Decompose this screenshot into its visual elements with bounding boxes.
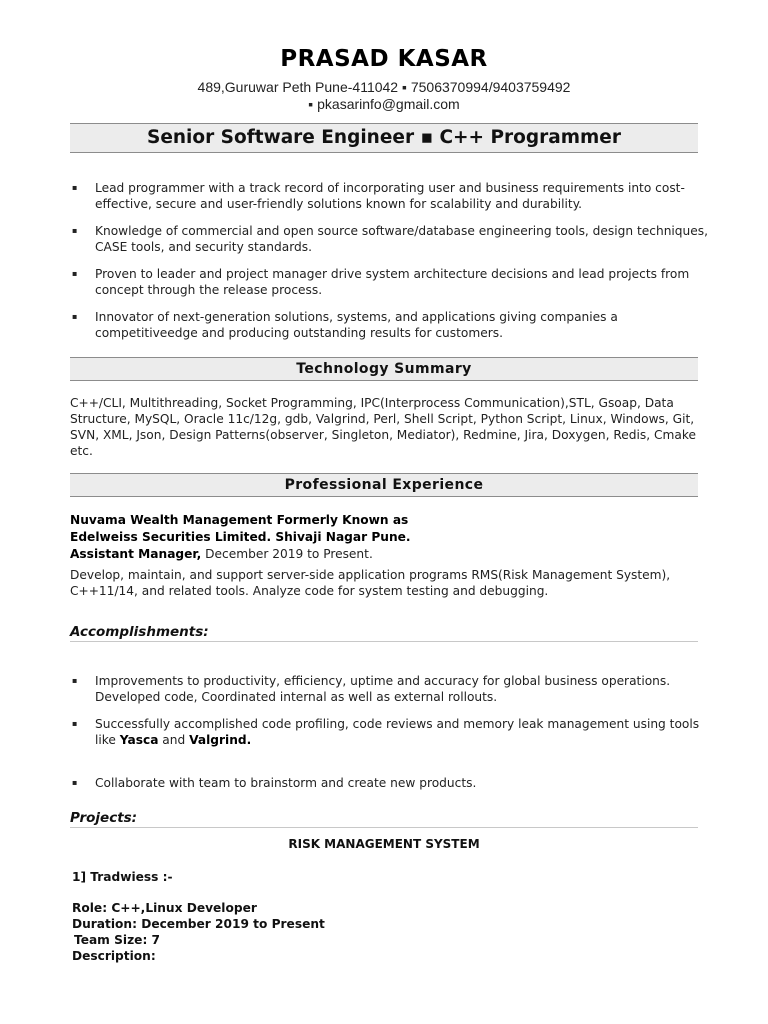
contact-email: ▪ pkasarinfo@gmail.com (308, 96, 460, 112)
projects-heading: Projects: (70, 810, 698, 828)
company-name-line2: Edelweiss Securities Limited. Shivaji Nagar Pune. (70, 530, 411, 544)
candidate-name: PRASAD KASAR (280, 46, 488, 72)
project-role: Role: C++,Linux Developer (72, 901, 257, 915)
bullet-marker: ▪ (72, 269, 78, 278)
title-band: Senior Software Engineer ▪ C++ Programmer (70, 123, 698, 153)
accomplishment-item: ▪ Successfully accomplished code profiling, code reviews and memory leak management using tools like Yasca and Valgrind. (72, 717, 700, 747)
summary-item: ▪ Innovator of next-generation solutions, systems, and applications giving companies a competitiveedge and producing outstanding results for customers. (72, 310, 618, 340)
bullet-marker: ▪ (72, 778, 78, 787)
summary-list (70, 180, 710, 341)
job-period: December 2019 to Present. (201, 547, 373, 561)
section-heading-technology: Technology Summary (70, 357, 698, 381)
company-name-line1: Nuvama Wealth Management Formerly Known as (70, 513, 409, 527)
accomplishment-item: ▪ Collaborate with team to brainstorm and create new products. (72, 776, 477, 790)
project-name: 1] Tradwiess :- (72, 870, 173, 884)
bullet-marker: ▪ (72, 183, 78, 192)
project-description-label: Description: (72, 949, 156, 963)
technology-summary-text: C++/CLI, Multithreading, Socket Programming, IPC(Interprocess Communication),STL, Gsoap, Data Structure, MySQL, Oracle 11c/12g, gdb, Valgrind, Perl, Shell Script, Python Script, Linux, Windows, Git, SVN, XML, Json, Design Patterns(observer, Singleton, Mediator), Redmine, Jira, Doxygen, Redis, Cmake etc. (70, 396, 696, 458)
accomplishments-list (70, 673, 710, 791)
project-team-size: Team Size: 7 (74, 933, 161, 947)
tool-yasca: Yasca (119, 733, 159, 747)
summary-item: ▪ Lead programmer with a track record of incorporating user and business requirements into cost-effective, secure and user-friendly solutions known for scalability and durability. (72, 181, 685, 211)
job-description: Develop, maintain, and support server-side application programs RMS(Risk Management System), C++11/14, and related tools. Analyze code for system testing and debugging. (70, 568, 671, 598)
summary-item: ▪ Knowledge of commercial and open source software/database engineering tools, design techniques, CASE tools, and security standards. (72, 224, 708, 254)
accomplishments-heading: Accomplishments: (70, 624, 698, 642)
bullet-marker: ▪ (72, 719, 78, 728)
accomplishment-item: ▪ Improvements to productivity, efficiency, uptime and accuracy for global business operations. Developed code, Coordinated internal as well as external rollouts. (72, 674, 671, 704)
bullet-marker: ▪ (72, 312, 78, 321)
job-role-line (70, 546, 705, 562)
bullet-marker: ▪ (72, 226, 78, 235)
job-role: Assistant Manager, (70, 547, 202, 561)
section-heading-experience: Professional Experience (70, 473, 698, 497)
bullet-marker: ▪ (72, 676, 78, 685)
summary-item: ▪ Proven to leader and project manager drive system architecture decisions and lead projects from concept through the release process. (72, 267, 690, 297)
project-duration: Duration: December 2019 to Present (72, 917, 325, 931)
contact-address-phone: 489,Guruwar Peth Pune-411042 ▪ 7506370994/9403759492 (197, 79, 571, 95)
tool-valgrind: Valgrind. (189, 733, 252, 747)
project-title: RISK MANAGEMENT SYSTEM (288, 837, 480, 851)
